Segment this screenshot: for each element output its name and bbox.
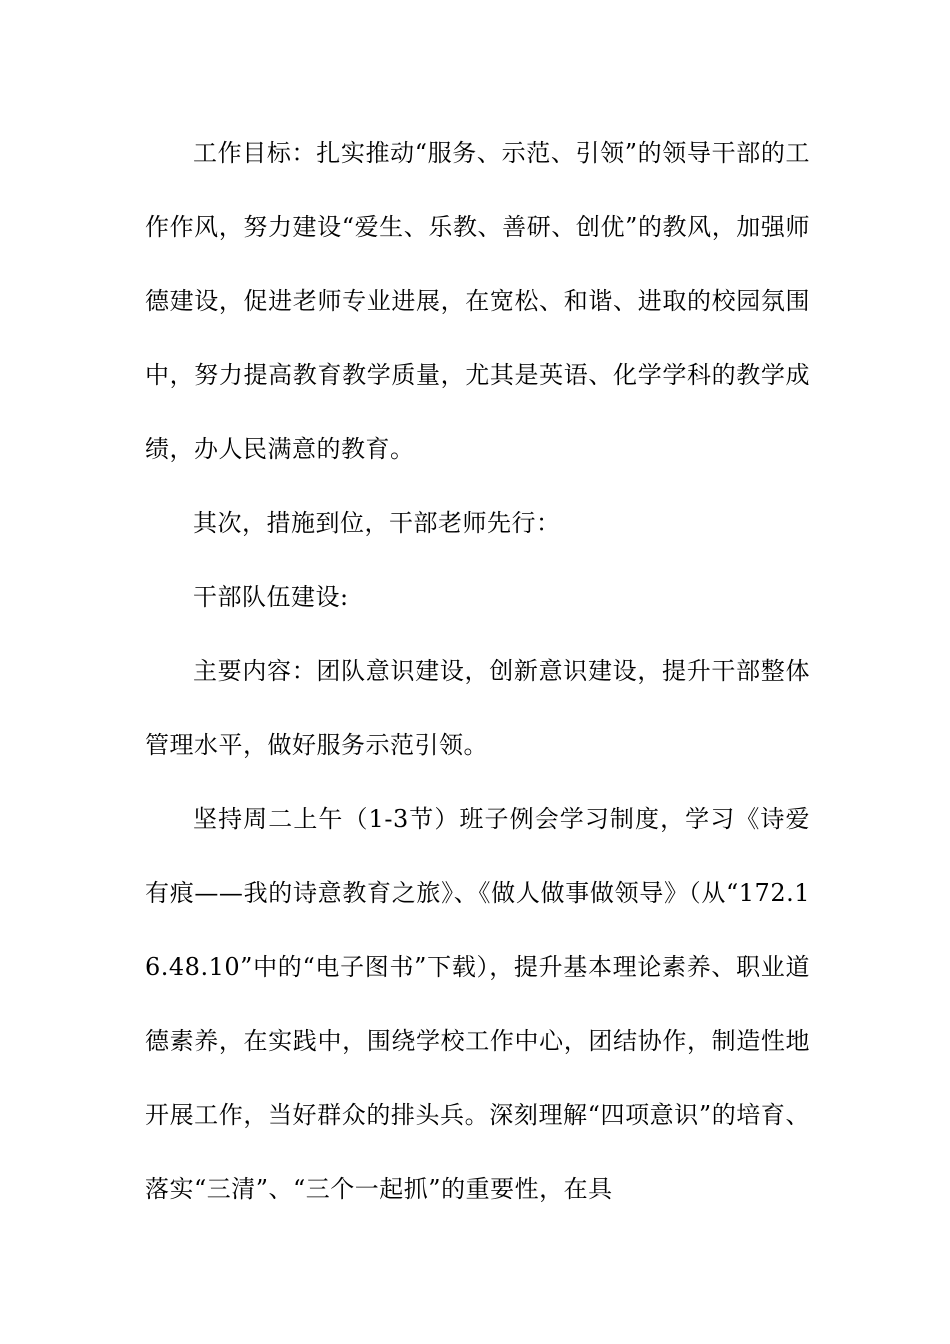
- paragraph-cadre-team-heading: 干部队伍建设:: [193, 583, 349, 611]
- paragraph-measures: 其次，措施到位，干部老师先行：: [193, 509, 561, 537]
- paragraph-main-content: 主要内容：团队意识建设，创新意识建设，提升干部整体管理水平，做好服务示范引领。: [145, 657, 810, 759]
- paragraph-study-system: 坚持周二上午（1-3节）班子例会学习制度，学习《诗爱有痕——我的诗意教育之旅》、《做人做事做领导》（从“172.16.48.10”中的“电子图书”下载），提升基本理论素养、职业道德素养，在实践中，围绕学校工作中心，团结协作，制造性地开展工作，当好群众的排头兵。深刻理解“四项意识”的培育、落实“三清”、“三个一起抓”的重要性，在具: [145, 805, 810, 1203]
- paragraph-work-goal: 工作目标：扎实推动“服务、示范、引领”的领导干部的工作作风，努力建设“爱生、乐教、善研、创优”的教风，加强师德建设，促进老师专业进展，在宽松、和谐、进取的校园氛围中，努力提高教育教学质量，尤其是英语、化学学科的教学成绩，办人民满意的教育。: [145, 139, 810, 463]
